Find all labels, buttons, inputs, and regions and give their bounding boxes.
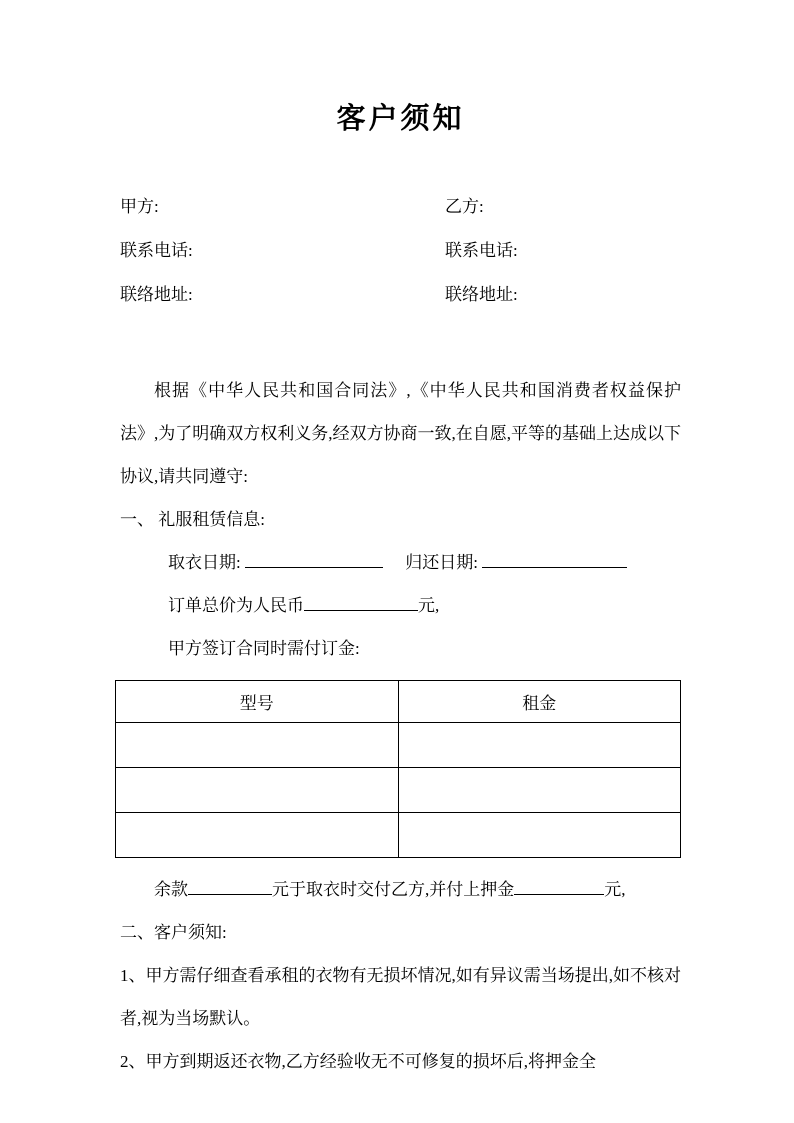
- table-cell: [398, 813, 681, 858]
- table-row: [116, 813, 681, 858]
- balance-mid: 元于取衣时交付乙方,并付上押金: [272, 880, 515, 899]
- return-date-label: 归还日期:: [405, 553, 478, 572]
- table-cell: [116, 768, 399, 813]
- party-b-label: 乙方:: [445, 197, 484, 216]
- table-row: [116, 768, 681, 813]
- total-price-label: 订单总价为人民币: [168, 596, 304, 615]
- section1-heading: 一、 礼服租赁信息:: [120, 510, 265, 529]
- table-cell: [116, 723, 399, 768]
- party-b-phone-label: 联系电话:: [445, 241, 518, 260]
- price-table-header-model: 型号: [116, 681, 399, 723]
- balance-suffix: 元,: [604, 880, 626, 899]
- balance-line: [120, 868, 681, 911]
- party-a-address-label: 联络地址:: [120, 285, 193, 304]
- intro-paragraph: 根据《中华人民共和国合同法》,《中华人民共和国消费者权益保护法》,为了明确双方权利义务,经双方协商一致,在自愿,平等的基础上达成以下协议,请共同遵守:: [120, 381, 681, 486]
- party-b-address-label: 联络地址:: [445, 285, 518, 304]
- total-price-suffix: 元,: [418, 596, 440, 615]
- pickup-date-label: 取衣日期:: [168, 553, 241, 572]
- dates-line: [120, 541, 681, 584]
- party-a-phone-label: 联系电话:: [120, 241, 193, 260]
- price-table: [115, 680, 681, 858]
- price-table-header-rent: 租金: [398, 681, 681, 723]
- table-row: [116, 723, 681, 768]
- balance-prefix: 余款: [154, 880, 188, 899]
- total-price-blank: [304, 595, 418, 611]
- table-cell: [398, 723, 681, 768]
- return-date-blank: [482, 552, 627, 568]
- deposit-line: 甲方签订合同时需付订金:: [168, 639, 360, 658]
- pickup-date-blank: [245, 552, 383, 568]
- table-cell: [398, 768, 681, 813]
- party-info-block: [120, 185, 681, 317]
- notice-item-1: 1、甲方需仔细查看承租的衣物有无损坏情况,如有异议需当场提出,如不核对者,视为当场默认。: [120, 966, 681, 1028]
- table-cell: [116, 813, 399, 858]
- price-table-header-row: [116, 681, 681, 723]
- party-a-label: 甲方:: [120, 197, 159, 216]
- notice-item-2: 2、甲方到期返还衣物,乙方经验收无不可修复的损坏后,将押金全: [120, 1052, 596, 1071]
- deposit-blank: [514, 879, 604, 895]
- section2-heading: 二、客户须知:: [120, 923, 227, 942]
- total-price-line: [120, 584, 681, 627]
- document-title: 客户须知: [336, 103, 465, 135]
- balance-blank: [188, 879, 272, 895]
